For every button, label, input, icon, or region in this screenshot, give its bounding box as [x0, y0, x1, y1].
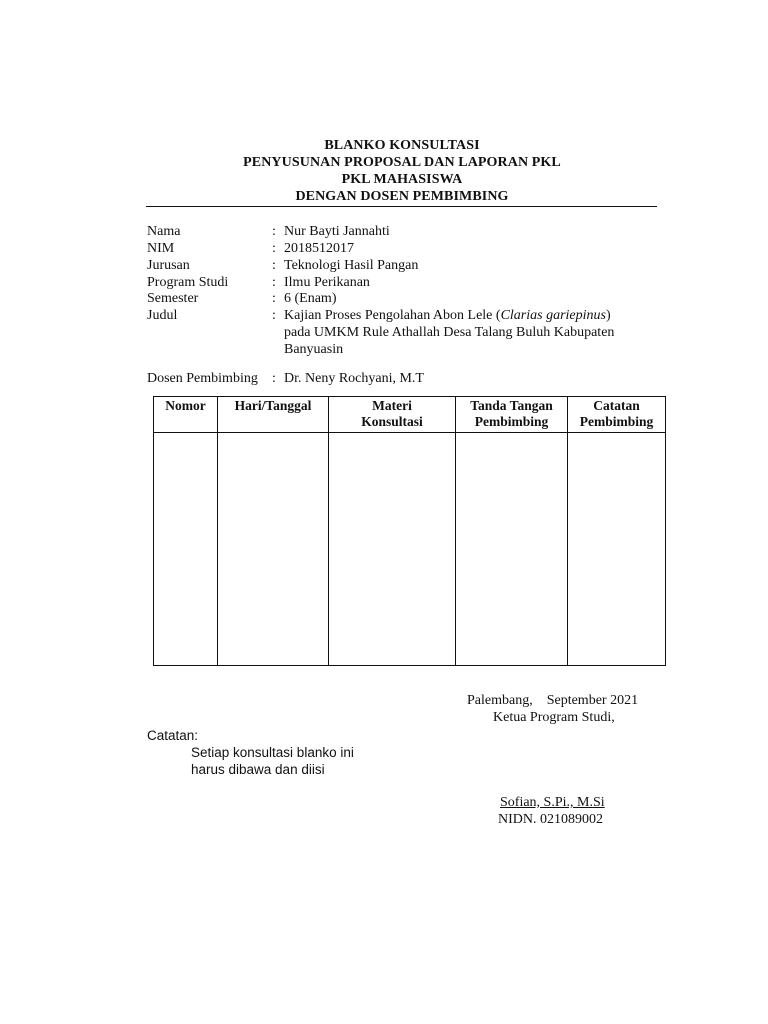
nama-colon: : [272, 224, 276, 239]
dosen-colon: : [272, 371, 276, 386]
signer-nidn: NIDN. 021089002 [498, 812, 603, 827]
judul-text-part1: Kajian Proses Pengolahan Abon Lele ( [284, 308, 501, 323]
table-header-row [154, 397, 666, 433]
signer-name: Sofian, S.Pi., M.Si [500, 795, 605, 810]
form-subtitle-3: DENGAN DOSEN PEMBIMBING [295, 189, 509, 204]
column-header-hari-tanggal [218, 397, 329, 433]
column-header-hari-tanggal-label: Hari/Tanggal [234, 398, 312, 413]
jurusan-colon: : [272, 258, 276, 273]
notes-line1: Setiap konsultasi blanko ini [191, 745, 354, 760]
nim-label: NIM [147, 241, 175, 256]
place-date-text: Palembang, September 2021 [467, 693, 639, 708]
column-header-nomor [154, 397, 218, 433]
signer-role: Ketua Program Studi, [493, 710, 615, 725]
judul-value-line3: Banyuasin [284, 342, 344, 357]
table-row [154, 433, 666, 666]
semester-label: Semester [147, 291, 199, 306]
form-subtitle-1: PENYUSUNAN PROPOSAL DAN LAPORAN PKL [243, 155, 561, 170]
cell-catatan[interactable] [568, 433, 666, 666]
program-studi-label: Program Studi [147, 275, 229, 290]
program-studi-colon: : [272, 275, 276, 290]
notes-label: Catatan: [147, 728, 199, 743]
judul-label: Judul [147, 308, 178, 323]
column-header-tanda-tangan-line2: Pembimbing [474, 414, 549, 429]
column-header-tanda-tangan-line1: Tanda Tangan [470, 398, 553, 413]
semester-value: 6 (Enam) [284, 291, 337, 306]
column-header-catatan-line2: Pembimbing [579, 414, 654, 429]
program-studi-value: Ilmu Perikanan [284, 275, 370, 290]
form-subtitle-2: PKL MAHASISWA [341, 172, 463, 187]
column-header-tanda-tangan [456, 397, 568, 433]
form-title: BLANKO KONSULTASI [324, 138, 480, 153]
jurusan-value: Teknologi Hasil Pangan [284, 258, 419, 273]
judul-colon: : [272, 308, 276, 323]
column-header-catatan [568, 397, 666, 433]
cell-tanda-tangan[interactable] [456, 433, 568, 666]
cell-hari-tanggal[interactable] [218, 433, 329, 666]
nim-colon: : [272, 241, 276, 256]
column-header-materi-line2: Konsultasi [361, 414, 423, 429]
cell-nomor[interactable] [154, 433, 218, 666]
dosen-label: Dosen Pembimbing [147, 371, 258, 386]
consultation-table [153, 396, 666, 666]
nim-value: 2018512017 [284, 241, 354, 256]
cell-materi[interactable] [329, 433, 456, 666]
header-divider [146, 206, 657, 207]
judul-species-name: Clarias gariepinus [500, 308, 606, 323]
judul-value-line2: pada UMKM Rule Athallah Desa Talang Buluh Kabupaten [284, 325, 615, 340]
column-header-materi [329, 397, 456, 433]
column-header-nomor-label: Nomor [165, 398, 206, 413]
column-header-catatan-line1: Catatan [593, 398, 640, 413]
notes-line2: harus dibawa dan diisi [191, 762, 325, 777]
judul-value-line1 [284, 307, 611, 324]
column-header-materi-line1: Materi [372, 398, 412, 413]
nama-value: Nur Bayti Jannahti [284, 224, 390, 239]
nama-label: Nama [147, 224, 181, 239]
jurusan-label: Jurusan [147, 258, 190, 273]
judul-text-part2: ) [605, 308, 611, 323]
dosen-value: Dr. Neny Rochyani, M.T [284, 371, 424, 386]
semester-colon: : [272, 291, 276, 306]
place-date [467, 692, 638, 709]
